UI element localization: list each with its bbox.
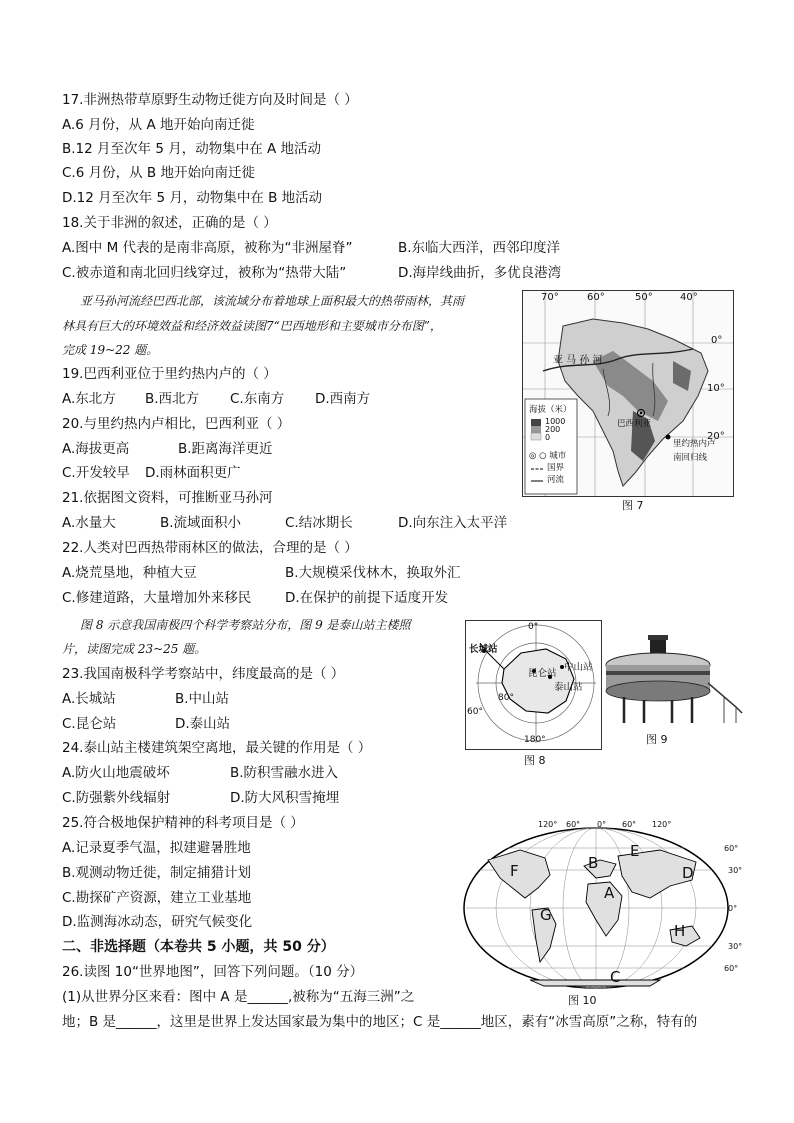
q25-option-b[interactable]: B.观测动物迁徙，制定捕猎计划 [62,865,252,881]
fig7-legend-1000: 1000 [545,417,566,426]
intro-23-line1: 图 8 示意我国南极四个科学考察站分布，图 9 是泰山站主楼照 [80,618,411,632]
fig10-letter-b: B [588,854,599,872]
q26-part1-line2: 地；B 是______，这里是世界上发达国家最为集中的地区；C 是______地区，素有“冰雪高原”之称，特有的 [62,1014,698,1030]
fig10-lon-60e: 60° [622,820,637,829]
fig7-lat-0: 0° [711,335,723,346]
figure-9-taishan-building [604,625,746,727]
q22-option-a[interactable]: A.烧荒垦地，种植大豆 [62,565,197,581]
fig7-lon-60: 60° [587,292,605,303]
q23-option-a[interactable]: A.长城站 [62,691,116,707]
fig10-lat-30s: 30° [728,942,743,951]
figure-9-caption: 图 9 [646,733,668,746]
fig10-letter-e: E [630,842,640,860]
q25-option-a[interactable]: A.记录夏季气温，拟建避暑胜地 [62,840,251,856]
fig10-letter-g: G [540,906,552,924]
fig7-tropic-label: 南回归线 [673,453,708,463]
figure-7-caption: 图 7 [622,499,644,512]
q18-option-c[interactable]: C.被赤道和南北回归线穿过，被称为“热带大陆” [62,265,347,281]
fig10-letter-h: H [674,922,686,940]
fig7-legend-river: 河流 [547,475,565,485]
intro-23-line2: 片，读图完成 23~25 题。 [62,642,207,656]
q24-option-a[interactable]: A.防火山地震破坏 [62,765,170,781]
fig8-deg-60: 60° [467,707,483,717]
q21-option-b[interactable]: B.流域面积小 [160,515,242,531]
fig10-lat-0: 0° [728,904,738,913]
q25-option-c[interactable]: C.勘探矿产资源，建立工业基地 [62,890,252,906]
fig7-brasilia-label: 巴西利亚 [617,419,652,429]
q24-option-d[interactable]: D.防大风积雪掩埋 [230,790,340,806]
q20-option-a[interactable]: A.海拔更高 [62,441,130,457]
fig10-lon-0: 0° [597,820,607,829]
fig7-legend-title: 海拔（米） [529,405,572,415]
q20-option-b[interactable]: B.距离海洋更近 [178,441,273,457]
q24-option-b[interactable]: B.防积雪融水进入 [230,765,339,781]
q23-stem: 23.我国南极科学考察站中，纬度最高的是（ ） [62,666,345,682]
fig7-lat-10: 10° [707,383,725,394]
fig10-lat-30n: 30° [728,866,743,875]
fig10-lon-120e: 120° [652,820,672,829]
intro-19-line1: 亚马孙河流经巴西北部，该流域分布着地球上面积最大的热带雨林，其雨 [80,294,465,308]
q24-stem: 24.泰山站主楼建筑架空离地，最关键的作用是（ ） [62,740,372,756]
intro-19-line2: 林具有巨大的环境效益和经济效益读图7“巴西地形和主要城市分布图”， [62,319,442,333]
q19-option-c[interactable]: C.东南方 [230,391,285,407]
fig10-lon-120w: 120° [538,820,558,829]
q22-option-d[interactable]: D.在保护的前提下适度开发 [285,590,449,606]
q23-option-c[interactable]: C.昆仑站 [62,716,117,732]
figure-7-brazil-map [522,290,734,497]
intro-19-line3: 完成 19~22 题。 [62,343,159,357]
figure-8-caption: 图 8 [524,754,546,767]
q26-stem: 26.读图 10“世界地图”，回答下列问题。（10 分） [62,964,364,980]
fig10-letter-a: A [604,884,615,902]
q19-stem: 19.巴西利亚位于里约热内卢的（ ） [62,366,277,382]
q17-option-b[interactable]: B.12 月至次年 5 月，动物集中在 A 地活动 [62,141,322,157]
fig7-legend-200: 200 [545,425,561,434]
q25-stem: 25.符合极地保护精神的科考项目是（ ） [62,815,304,831]
q21-stem: 21.依据图文资料，可推断亚马孙河 [62,490,273,506]
q21-option-c[interactable]: C.结冰期长 [285,515,353,531]
q19-option-d[interactable]: D.西南方 [315,391,371,407]
fig7-legend-city: ◎ ○ 城市 [529,451,567,461]
q24-option-c[interactable]: C.防强紫外线辐射 [62,790,171,806]
q23-option-b[interactable]: B.中山站 [175,691,230,707]
q18-option-a[interactable]: A.图中 M 代表的是南非高原，被称为“非洲屋脊” [62,240,353,256]
q22-stem: 22.人类对巴西热带雨林区的做法，合理的是（ ） [62,540,358,556]
q17-option-a[interactable]: A.6 月份，从 A 地开始向南迁徙 [62,117,255,133]
fig7-lon-40: 40° [680,292,698,303]
fig10-letter-f: F [510,862,519,880]
q19-option-b[interactable]: B.西北方 [145,391,200,407]
q22-option-c[interactable]: C.修建道路，大量增加外来移民 [62,590,252,606]
taishan-building-graphic [604,625,746,727]
q17-option-d[interactable]: D.12 月至次年 5 月，动物集中在 B 地活动 [62,190,323,206]
q18-option-b[interactable]: B.东临大西洋，西邻印度洋 [398,240,561,256]
q26-part1-line1: (1)从世界分区来看：图中 A 是______,被称为“五海三洲”之 [62,989,415,1005]
section-2-heading: 二、非选择题（本卷共 5 小题，共 50 分） [62,939,335,955]
fig10-lat-60n: 60° [724,844,739,853]
q21-option-d[interactable]: D.向东注入太平洋 [398,515,508,531]
fig8-great-wall-station: 长城站 [469,644,498,655]
q19-option-a[interactable]: A.东北方 [62,391,116,407]
q20-option-d[interactable]: D.雨林面积更广 [145,465,241,481]
q17-option-c[interactable]: C.6 月份，从 B 地开始向南迁徙 [62,165,255,181]
fig10-letter-c: C [610,968,621,986]
fig7-legend-border: 国界 [547,463,565,473]
figure-10-caption: 图 10 [568,994,597,1007]
fig7-rio-label: 里约热内卢 [673,439,716,449]
fig10-lon-60w: 60° [566,820,581,829]
world-map-graphic [460,820,742,1000]
fig8-deg-180: 180° [524,735,546,745]
fig7-amazon-river-label: 亚 马 孙 河 [553,355,603,366]
fig8-deg-80: 80° [498,693,514,703]
q21-option-a[interactable]: A.水量大 [62,515,116,531]
q20-stem: 20.与里约热内卢相比，巴西利亚（ ） [62,416,291,432]
fig8-kunlun-station: 昆仑站 [528,668,557,679]
q18-stem: 18.关于非洲的叙述，正确的是（ ） [62,215,277,231]
q25-option-d[interactable]: D.监测海冰动态，研究气候变化 [62,914,253,930]
q18-option-d[interactable]: D.海岸线曲折，多优良港湾 [398,265,562,281]
figure-8-antarctica-map [465,620,602,750]
fig7-legend-0: 0 [545,433,551,442]
q23-option-d[interactable]: D.泰山站 [175,716,231,732]
fig7-lon-50: 50° [635,292,653,303]
fig8-taishan-station: 泰山站 [554,682,583,693]
figure-10-world-map [460,820,742,1000]
q17-stem: 17.非洲热带草原野生动物迁徙方向及时间是（ ） [62,92,358,108]
fig10-letter-d: D [682,864,694,882]
fig8-deg-0: 0° [528,622,539,632]
q20-option-c[interactable]: C.开发较早 [62,465,130,481]
q22-option-b[interactable]: B.大规模采伐林木，换取外汇 [285,565,461,581]
fig8-zhongshan-station: 中山站 [564,662,593,673]
fig7-lat-20: 20° [707,431,725,442]
fig7-lon-70: 70° [541,292,559,303]
fig10-lat-60s: 60° [724,964,739,973]
